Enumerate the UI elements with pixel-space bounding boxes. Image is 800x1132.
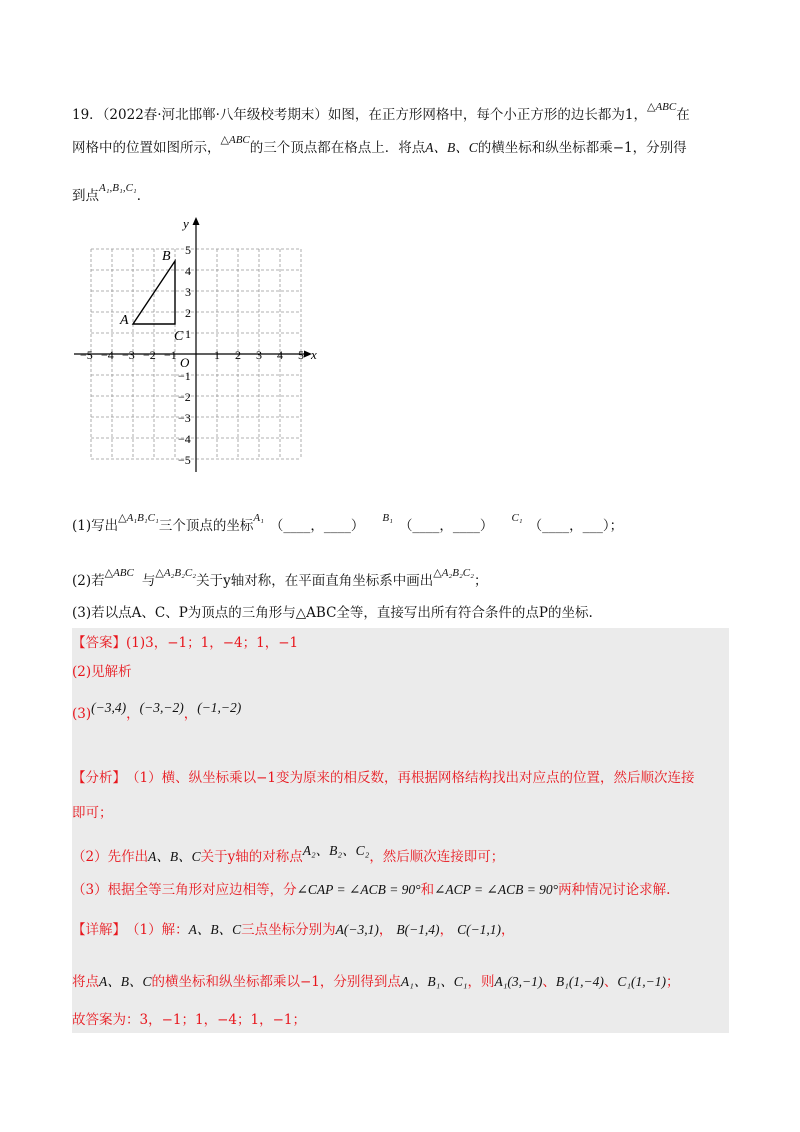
y-tick-label: 2	[185, 306, 191, 320]
answer-line-3	[72, 698, 241, 724]
detail-2a: 将点	[72, 974, 99, 990]
analysis-3-points: A、B、C	[148, 849, 201, 864]
q2-and: 与	[141, 573, 156, 589]
x-tick-label: 1	[214, 348, 220, 362]
q1-blank-c1: （____，___）；	[528, 518, 624, 534]
analysis-4c: 两种情况讨论求解.	[558, 882, 671, 898]
vertex-b-label: B	[162, 249, 171, 264]
analysis-1: （1）横、纵坐标乘以−1变为原来的相反数，再根据网格结构找出对应点的位置，然后顺次连接	[126, 770, 695, 786]
problem-line2-a: 网格中的位置如图所示，	[72, 140, 221, 156]
detail-point-c: C(−1,1)	[457, 922, 502, 937]
question-1	[72, 508, 623, 536]
question-2	[72, 563, 487, 591]
answer-3-point-1: (−3,4)	[91, 700, 127, 715]
detail-1-points: A、B、C	[188, 922, 242, 937]
detail-1a: （1）解：	[126, 922, 189, 938]
detail-point-b: B(−1,4)	[396, 922, 440, 937]
y-tick-label: 4	[185, 264, 191, 278]
y-tick-label: 1	[185, 327, 191, 341]
analysis-4b: 和	[420, 882, 435, 898]
y-axis-label: y	[183, 216, 189, 231]
detail-tag: 【详解】	[72, 922, 126, 938]
answer-tag: 【答案】	[72, 635, 126, 651]
question-3: (3)若以点A、C、P为顶点的三角形与△ABC全等，直接写出所有符合条件的点P的坐标.	[72, 605, 593, 621]
detail-point-a1: A₁(3,−1)	[494, 974, 543, 989]
triangle-symbol: △	[646, 100, 656, 113]
y-tick-label: −3	[178, 411, 191, 425]
answer-line-1	[72, 633, 298, 653]
triangle-abc-label-2: ABC	[228, 134, 250, 146]
x-tick-label: −2	[143, 348, 156, 362]
origin-label: O	[180, 355, 190, 370]
q1-text: 三个顶点的坐标	[158, 518, 254, 534]
problem-line3-a: 到点	[72, 188, 99, 204]
x-tick-label: 2	[235, 348, 241, 362]
q1-blank-a1: （____，____）	[269, 518, 365, 534]
analysis-line-4	[72, 880, 670, 900]
problem-line-3	[72, 178, 150, 206]
y-tick-label: 3	[185, 285, 191, 299]
triangle-abc-label: ABC	[655, 101, 677, 113]
x-tick-label: −3	[122, 348, 135, 362]
y-tick-label: −2	[178, 390, 191, 404]
q1-prefix: (1)写出	[72, 518, 119, 534]
x-axis-label: x	[311, 347, 317, 362]
negative-one: −1	[612, 140, 633, 156]
detail-2b: 的横坐标和纵坐标都乘以	[151, 974, 300, 990]
x-tick-label: 3	[256, 348, 262, 362]
detail-1b: 三点坐标分别为	[241, 922, 336, 938]
detail-line-1: 【详解】（1）解：A、B、C三点坐标分别为A(−3,1)， B(−1,4)， C(−1,1)，	[72, 922, 515, 938]
q2-triangle-a2b2c2-2: △A₂B₂C₂	[433, 567, 474, 579]
analysis-4a: （3）根据全等三角形对应边相等，分	[72, 882, 297, 898]
points-abc: A、B、C	[425, 140, 478, 155]
detail-2-points: A、B、C	[99, 974, 152, 989]
problem-line-1	[72, 97, 690, 125]
q1-c1-label: C₁	[511, 512, 523, 524]
problem-line1-suffix: 在	[676, 107, 690, 123]
problem-line-2	[72, 130, 687, 158]
analysis-4-eq2: ∠ACP = ∠ACB = 90°	[434, 882, 559, 897]
detail-point-c1: C₁(1,−1)	[617, 974, 667, 989]
y-tick-label: 5	[185, 243, 191, 257]
problem-line2-b: 的三个顶点都在格点上．将点	[249, 140, 426, 156]
x-tick-label: −5	[80, 348, 93, 362]
q2-prefix: (2)若	[72, 573, 105, 589]
problem-line2-c: 的横坐标和纵坐标都乘	[477, 140, 613, 156]
detail-2c: ，分别得到点	[319, 974, 401, 990]
analysis-line-3	[72, 841, 504, 867]
q2-triangle-a2b2c2: △A₂B₂C₂	[155, 567, 197, 579]
q2-triangle-abc: △ABC	[104, 567, 134, 579]
x-tick-label: −4	[101, 348, 114, 362]
q2-end: ；	[473, 573, 488, 589]
q1-triangle: △A₁B₁C₁	[118, 512, 159, 524]
problem-intro: 19．（2022春·河北邯郸·八年级校考期末）如图，在正方形网格中，每个小正方形的边长都为1，	[72, 107, 647, 123]
analysis-3b: 关于y轴的对称点	[200, 849, 303, 865]
detail-2d: ，则	[467, 974, 495, 990]
analysis-4-eq1: ∠CAP = ∠ACB = 90°	[296, 882, 421, 897]
answer-3-prefix: (3)	[72, 706, 92, 722]
answer-3-point-2: (−3,−2)	[139, 700, 184, 715]
vertex-c-label: C	[174, 329, 184, 344]
q1-blank-b1: （____，____）	[398, 518, 494, 534]
coordinate-grid-svg	[70, 212, 320, 477]
y-tick-label: −5	[178, 453, 191, 467]
detail-point-a: A(−3,1)	[335, 922, 379, 937]
detail-2-neg: −1	[300, 974, 320, 990]
x-tick-label: −1	[164, 348, 177, 362]
q1-a1-label: A₁	[253, 512, 264, 524]
points-a1b1c1: A₁,B₁,C₁	[99, 182, 137, 194]
y-axis-arrow	[193, 217, 200, 225]
analysis-line-1	[72, 768, 695, 788]
detail-line-3: 故答案为：3，−1；1，−4；1，−1；	[72, 1012, 306, 1028]
y-tick-label: −4	[178, 432, 191, 446]
answer-3-point-3: (−1,−2)	[197, 700, 242, 715]
answer-3-sep-1: ，	[126, 706, 140, 722]
coordinate-grid-figure	[70, 212, 320, 477]
problem-line3-b: ．	[136, 188, 151, 204]
detail-point-b1: B₁(1,−4)	[555, 974, 604, 989]
y-tick-label: −1	[178, 369, 191, 383]
detail-line-2: 将点A、B、C的横坐标和纵坐标都乘以−1，分别得到点A₁、B₁、C₁，则A₁(3,−1)、B₁(1,−4)、C₁(1,−1)；	[72, 974, 680, 990]
q1-b1-label: B₁	[382, 512, 393, 524]
answer-1: (1)3，−1；1，−4；1，−1	[126, 635, 299, 651]
analysis-3a: （2）先作出	[72, 849, 149, 865]
triangle-symbol-2: △	[220, 133, 229, 146]
analysis-tag: 【分析】	[72, 770, 126, 786]
q2-text: 关于y轴对称，在平面直角坐标系中画出	[196, 573, 434, 589]
vertex-a-label: A	[120, 313, 129, 328]
x-tick-label: 4	[277, 348, 283, 362]
problem-line2-d: ，分别得	[632, 140, 687, 156]
answer-line-2: (2)见解析	[72, 664, 132, 680]
detail-2-points2: A₁、B₁、C₁	[400, 974, 468, 989]
x-tick-label: 5	[298, 348, 304, 362]
analysis-3c: ，然后顺次连接即可；	[369, 849, 505, 865]
answer-3-sep-2: ，	[183, 706, 198, 722]
analysis-3-points2: A₂、B₂、C₂	[302, 843, 370, 858]
analysis-line-2: 即可；	[72, 805, 113, 821]
